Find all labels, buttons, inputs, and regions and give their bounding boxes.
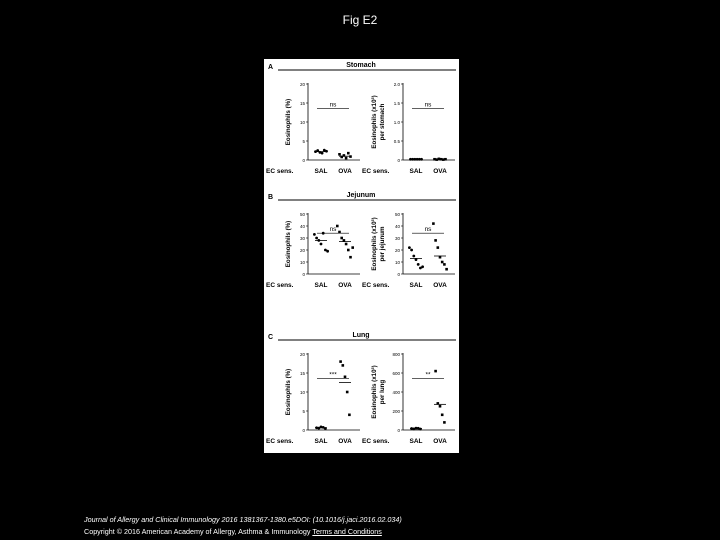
terms-and-conditions-link[interactable]: Terms and Conditions xyxy=(312,527,382,536)
data-point-sal xyxy=(410,249,413,252)
y-tick-label: 5 xyxy=(302,408,305,414)
y-axis-label: Eosinophils (x10³) xyxy=(371,95,378,149)
y-tick-label: 800 xyxy=(392,351,400,357)
significance-label: *** xyxy=(329,371,337,379)
panel-letter: C xyxy=(268,334,274,341)
y-tick-label: 600 xyxy=(392,370,400,376)
y-tick-label: 15 xyxy=(299,370,305,376)
y-tick-label: 10 xyxy=(299,119,305,125)
slide-title: Fig E2 xyxy=(342,13,378,27)
x-category-label: SAL xyxy=(314,168,328,175)
data-point-ova xyxy=(434,370,437,373)
data-point-ova xyxy=(347,249,350,252)
data-point-ova xyxy=(441,414,444,417)
x-category-label: OVA xyxy=(338,168,352,175)
y-tick-label: 0 xyxy=(397,427,400,433)
x-category-label: SAL xyxy=(409,282,423,289)
data-point-ova xyxy=(338,153,341,156)
data-point-ova xyxy=(345,157,348,160)
significance-label: ns xyxy=(329,226,337,234)
data-point-ova xyxy=(347,152,350,155)
y-tick-label: 0 xyxy=(302,157,305,163)
data-point-sal xyxy=(320,243,323,246)
x-category-label: OVA xyxy=(433,168,447,175)
y-tick-label: 20 xyxy=(394,247,400,253)
data-point-ova xyxy=(432,222,435,225)
significance-label: ns xyxy=(329,101,337,109)
y-tick-label: 10 xyxy=(394,259,400,265)
y-axis-label-line2: per jejunum xyxy=(379,226,386,262)
y-tick-label: 5 xyxy=(302,138,305,144)
ec-sens-label: EC sens. xyxy=(362,168,390,175)
panel-letter: B xyxy=(268,194,274,201)
data-point-ova xyxy=(434,239,437,242)
significance-label: ** xyxy=(425,371,431,379)
panel-title: Jejunum xyxy=(346,192,376,199)
panel-title: Lung xyxy=(352,332,370,339)
y-axis-label: Eosinophils (x10³) xyxy=(371,365,378,419)
data-point-sal xyxy=(408,246,411,249)
data-point-ova xyxy=(349,256,352,259)
y-tick-label: 40 xyxy=(394,223,400,229)
panel-letter: A xyxy=(268,64,274,71)
copyright-text: Copyright © 2016 American Academy of Allergy, Asthma & Immunology xyxy=(84,527,311,536)
x-category-label: SAL xyxy=(314,282,328,289)
ec-sens-label: EC sens. xyxy=(266,438,294,445)
y-tick-label: 10 xyxy=(299,389,305,395)
ec-sens-label: EC sens. xyxy=(362,282,390,289)
y-tick-label: 15 xyxy=(299,100,305,106)
y-axis-label: Eosinophils (x10³) xyxy=(371,217,378,271)
ec-sens-label: EC sens. xyxy=(362,438,390,445)
y-axis-label-line2: per stomach xyxy=(379,103,386,141)
x-category-label: OVA xyxy=(433,282,447,289)
data-point-sal xyxy=(315,237,318,240)
data-point-ova xyxy=(437,246,440,249)
y-axis-label: Eosinophils (%) xyxy=(285,220,292,268)
data-point-ova xyxy=(441,261,444,264)
y-tick-label: 0 xyxy=(397,157,400,163)
data-point-ova xyxy=(443,263,446,266)
x-category-label: OVA xyxy=(433,438,447,445)
figure-panel xyxy=(264,59,459,453)
data-point-sal xyxy=(412,255,415,258)
y-tick-label: 400 xyxy=(392,389,400,395)
x-category-label: SAL xyxy=(314,438,328,445)
data-point-ova xyxy=(443,421,446,424)
y-tick-label: 0 xyxy=(302,271,305,277)
y-tick-label: 2.0 xyxy=(393,81,400,87)
y-axis-label: Eosinophils (%) xyxy=(285,98,292,146)
y-tick-label: 30 xyxy=(394,235,400,241)
data-point-ova xyxy=(439,405,442,408)
data-point-sal xyxy=(326,250,329,253)
significance-label: ns xyxy=(424,101,432,109)
data-point-sal xyxy=(421,265,424,268)
y-tick-label: 10 xyxy=(299,259,305,265)
y-tick-label: 0.5 xyxy=(393,138,400,144)
data-point-sal xyxy=(417,263,420,266)
y-tick-label: 200 xyxy=(392,408,400,414)
data-point-ova xyxy=(344,376,347,379)
y-tick-label: 50 xyxy=(299,211,305,217)
y-tick-label: 20 xyxy=(299,81,305,87)
data-point-ova xyxy=(345,243,348,246)
y-tick-label: 30 xyxy=(299,235,305,241)
panel-title: Stomach xyxy=(346,62,376,69)
y-tick-label: 0 xyxy=(302,427,305,433)
x-category-label: OVA xyxy=(338,438,352,445)
data-point-sal xyxy=(321,152,324,155)
copyright-line xyxy=(84,527,382,536)
y-tick-label: 1.5 xyxy=(393,100,400,106)
data-point-ova xyxy=(346,391,349,394)
data-point-ova xyxy=(348,414,351,417)
y-tick-label: 40 xyxy=(299,223,305,229)
y-axis-label-line2: per lung xyxy=(379,379,386,405)
x-category-label: SAL xyxy=(409,438,423,445)
y-axis-label: Eosinophils (%) xyxy=(285,368,292,416)
x-category-label: SAL xyxy=(409,168,423,175)
data-point-ova xyxy=(351,246,354,249)
data-point-sal xyxy=(419,428,422,431)
data-point-ova xyxy=(445,268,448,271)
ec-sens-label: EC sens. xyxy=(266,282,294,289)
y-tick-label: 0 xyxy=(397,271,400,277)
y-tick-label: 20 xyxy=(299,351,305,357)
data-point-ova xyxy=(340,237,343,240)
data-point-ova xyxy=(342,364,345,367)
figure-svg xyxy=(264,59,459,453)
journal-citation: Journal of Allergy and Clinical Immunology 2016 1381367-1380.e5DOI: (10.1016/j.jaci.2016.02.034) xyxy=(84,515,402,524)
data-point-ova xyxy=(339,360,342,363)
x-category-label: OVA xyxy=(338,282,352,289)
ec-sens-label: EC sens. xyxy=(266,168,294,175)
y-tick-label: 20 xyxy=(299,247,305,253)
data-point-sal xyxy=(313,233,316,236)
significance-label: ns xyxy=(424,226,432,234)
y-tick-label: 1.0 xyxy=(393,119,400,125)
y-tick-label: 50 xyxy=(394,211,400,217)
